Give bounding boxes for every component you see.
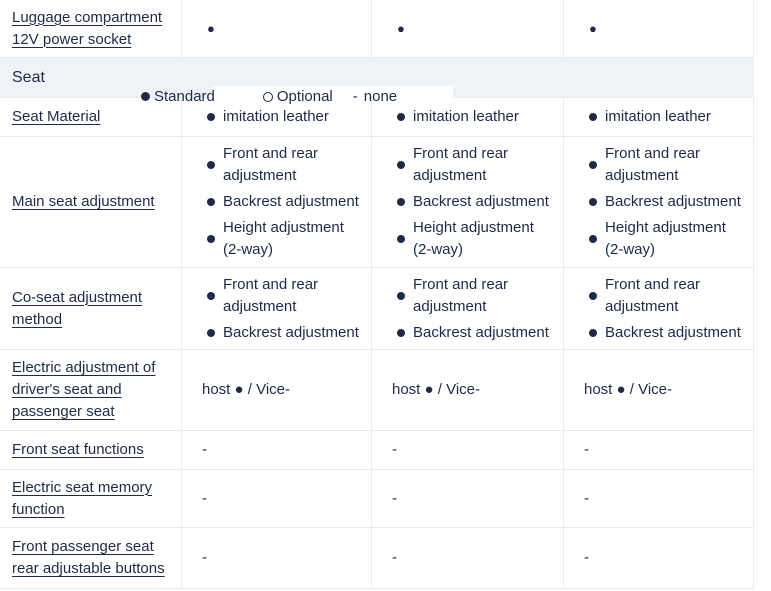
spec-value: host ● / Vice- (584, 381, 672, 398)
spec-cell (372, 0, 564, 57)
spec-cell: imitation leather (564, 98, 754, 136)
legend-item-none (353, 88, 397, 105)
spec-cell: imitation leather (182, 98, 372, 136)
table-row (0, 528, 754, 589)
spec-cell (182, 350, 372, 430)
spec-value: host ● / Vice- (202, 381, 290, 398)
standard-dot-icon (397, 235, 405, 243)
legend-standard-label: Standard (154, 88, 215, 105)
feature-label-cell (0, 528, 182, 588)
spec-value: - (392, 441, 397, 458)
feature-label-cell (0, 470, 182, 527)
spec-cell (564, 350, 754, 430)
spec-cell: Front and rear adjustment Backrest adjustment (564, 268, 754, 349)
spec-cell (182, 528, 372, 588)
none-dash-icon: - (352, 88, 358, 105)
legend (141, 86, 397, 107)
spec-cell: Front and rear adjustment Backrest adjustment Height adjustment (2-way) (564, 137, 754, 267)
feature-link[interactable]: Luggage compartment 12V power socket (12, 8, 163, 48)
standard-dot-icon (589, 292, 597, 300)
spec-cell (182, 0, 372, 57)
spec-value: - (392, 549, 397, 566)
spec-cell: Front and rear adjustment Backrest adjustment Height adjustment (2-way) (372, 137, 564, 267)
spec-cell (564, 470, 754, 527)
spec-value: - (202, 549, 207, 566)
feature-link[interactable]: Electric seat memory function (12, 478, 153, 518)
spec-cell (182, 470, 372, 527)
table-row (0, 470, 754, 528)
standard-dot-icon (397, 329, 405, 337)
standard-dot-icon (589, 161, 597, 169)
spec-value: - (202, 489, 207, 507)
spec-cell (372, 431, 564, 469)
spec-cell (372, 470, 564, 527)
feature-link[interactable]: Co-seat adjustment method (12, 288, 143, 328)
legend-item-optional (263, 88, 333, 105)
feature-link[interactable]: Front passenger seat rear adjustable buttons (12, 538, 165, 577)
feature-label-cell (0, 137, 182, 267)
standard-dot-icon (589, 235, 597, 243)
standard-dot-icon (207, 161, 215, 169)
spec-value: - (202, 441, 207, 458)
spec-value: host ● / Vice- (392, 381, 480, 398)
spec-value: - (584, 549, 589, 566)
spec-cell (372, 350, 564, 430)
spec-cell (564, 0, 754, 57)
standard-dot-icon (397, 292, 405, 300)
legend-none-label: none (363, 88, 398, 105)
spec-cell (564, 431, 754, 469)
feature-label-cell (0, 268, 182, 349)
spec-value: - (584, 489, 589, 507)
feature-label-cell (0, 350, 182, 430)
feature-link[interactable]: Electric adjustment of driver's seat and passenger seat (12, 359, 156, 420)
feature-link[interactable]: Seat Material (12, 108, 101, 125)
spec-cell: Front and rear adjustment Backrest adjustment Height adjustment (2-way) (182, 137, 372, 267)
legend-optional-label: Optional (276, 88, 333, 105)
spec-value: - (392, 489, 397, 507)
spec-value: - (584, 441, 589, 458)
standard-dot-icon: ● (589, 20, 597, 36)
section-title: Seat (12, 68, 45, 86)
standard-dot-icon (589, 329, 597, 337)
feature-link[interactable]: Front seat functions (12, 441, 144, 458)
spec-cell (372, 528, 564, 588)
table-row (0, 0, 754, 58)
feature-label-cell (0, 0, 182, 57)
standard-dot-icon (141, 92, 150, 101)
spec-cell: Front and rear adjustment Backrest adjustment (372, 268, 564, 349)
standard-dot-icon (397, 161, 405, 169)
standard-dot-icon (207, 292, 215, 300)
standard-dot-icon: ● (207, 20, 215, 36)
standard-dot-icon (207, 329, 215, 337)
feature-link[interactable]: Main seat adjustment (12, 193, 155, 210)
optional-circle-icon (263, 92, 273, 102)
standard-dot-icon (207, 235, 215, 243)
table-row (0, 431, 754, 470)
spec-cell: Front and rear adjustment Backrest adjustment (182, 268, 372, 349)
standard-dot-icon (207, 113, 215, 121)
spec-cell (182, 431, 372, 469)
standard-dot-icon (207, 198, 215, 206)
standard-dot-icon (397, 113, 405, 121)
spec-cell: imitation leather (372, 98, 564, 136)
standard-dot-icon (589, 113, 597, 121)
legend-item-standard (141, 88, 215, 105)
spec-cell (564, 528, 754, 588)
standard-dot-icon (589, 198, 597, 206)
table-row (0, 137, 754, 268)
feature-label-cell (0, 431, 182, 469)
table-row (0, 350, 754, 431)
standard-dot-icon: ● (397, 20, 405, 36)
standard-dot-icon (397, 198, 405, 206)
table-row (0, 268, 754, 350)
